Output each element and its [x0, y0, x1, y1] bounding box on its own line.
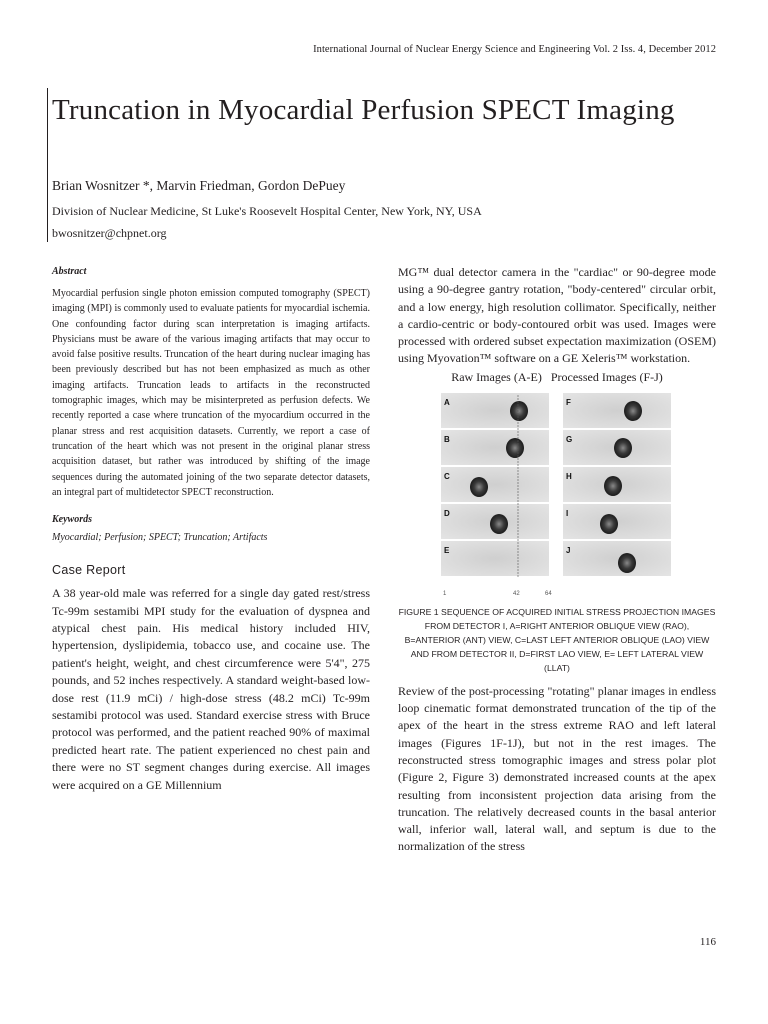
panel-letter: F [566, 397, 571, 407]
figure-1-caption: FIGURE 1 SEQUENCE OF ACQUIRED INITIAL STRESS PROJECTION IMAGES FROM DETECTOR I, A=RIGHT ANTERIOR OBLIQUE VIEW (RAO), B=ANTERIOR (ANT) VIEW, C=LAST LEFT ANTERIOR OBLIQUE (LAO) VIEW AND FROM DETECTOR II, D=FIRST LAO VIEW, E= LEFT LATERAL VIEW (LLAT) [398, 606, 716, 673]
journal-header: International Journal of Nuclear Energy Science and Engineering Vol. 2 Iss. 4, December 2012 [313, 44, 716, 55]
heart-blob [614, 438, 632, 458]
figure-label-processed: Processed Images (F-J) [550, 369, 663, 384]
left-column [52, 266, 370, 794]
abstract-heading: Abstract [52, 266, 87, 277]
right-paragraph-2: Review of the post-processing "rotating" planar images in endless loop cinematic format demonstrated truncation of the tip of the apex of the heart in the stress extreme RAO and left lateral images (Figures 1F-1J), but not in the rest images. The reconstructed stress tomographic images and stress polar plot (Figure 2, Figure 3) demonstrated increased counts at the apex resulting from inconsistent projection data arising from the truncation. The relatively decreased counts in the basal anterior wall, inferior wall, lateral wall, and septum is due to the normalization of the stress [398, 683, 716, 854]
affiliation: Division of Nuclear Medicine, St Luke's Roosevelt Hospital Center, New York, NY, USA [52, 204, 482, 218]
heart-blob [604, 476, 622, 496]
figure-label-raw: Raw Images (A-E) [451, 369, 542, 384]
axis-tick-42: 42 [513, 590, 520, 597]
heart-blob [600, 514, 618, 534]
panel-letter: A [444, 397, 450, 407]
projection-panel [441, 430, 549, 465]
authors: Brian Wosnitzer *, Marvin Friedman, Gordon DePuey [52, 178, 346, 193]
panel-letter: I [566, 508, 569, 518]
panel-letter: G [566, 434, 573, 444]
abstract-text: Myocardial perfusion single photon emission computed tomography (SPECT) imaging (MPI) is commonly used to evaluate patients for myocardial ischemia. One confounding factor during scan interpretation is imaging artifacts. Physicians must be aware of the various imaging artifacts that may occur to avoid false positive results. Truncation of the heart during nuclear imaging has been previously described but has not been emphasized as much as other imaging artifacts. Truncation leads to artifacts in the reconstructed tomographic images, which may be misinterpreted as perfusion defects. We recently reported a case where truncation of the myocardium occurred in the planar stress and rest acquisition datasets. Currently, we report a case of truncation of the heart which was not present in the original planar stress acquisition dataset, but rather was introduced by shifting of the image sequences during the automated joining of the two separate detector datasets, an integral part of multidetector SPECT reconstruction. [52, 288, 370, 498]
right-paragraph-1: MG™ dual detector camera in the "cardiac" or 90-degree mode using a 90-degree gantry rotation, "body-centered" circular orbit, and a low energy, high resolution collimator. Specifically, neither a cardio-centric or body-contoured orbit was used. Images were processed with ordered subset expectation maximization (OSEM) using Myovation™ software on a GE Xeleris™ workstation. [398, 265, 716, 366]
projection-panel [563, 393, 671, 428]
case-report-heading: Case Report [52, 563, 126, 578]
page-number: 116 [699, 936, 716, 948]
figure-1-image [441, 391, 673, 599]
heart-blob [510, 401, 528, 421]
projection-panel [563, 541, 671, 576]
projection-panel [441, 393, 549, 428]
heart-blob [618, 553, 636, 573]
heart-blob [506, 438, 524, 458]
heart-blob [490, 514, 508, 534]
title-rule [47, 88, 48, 242]
projection-panel [441, 467, 549, 502]
panel-letter: E [444, 545, 450, 555]
heart-blob [624, 401, 642, 421]
keywords-heading: Keywords [52, 514, 92, 526]
right-column [398, 264, 716, 856]
panel-letter: C [444, 471, 450, 481]
article-title: Truncation in Myocardial Perfusion SPECT Imaging [52, 94, 675, 126]
author-email: bwosnitzer@chpnet.org [52, 226, 167, 240]
panel-letter: J [566, 545, 571, 555]
figure-1 [398, 370, 716, 675]
keywords-text: Myocardial; Perfusion; SPECT; Truncation; Artifacts [52, 532, 268, 544]
heart-blob [470, 477, 488, 497]
case-report-paragraph: A 38 year-old male was referred for a single day gated rest/stress Tc-99m sestamibi MPI study for the evaluation of dyspnea and atypical chest pain. His medical history included HIV, hypertension, dyslipidemia, tobacco use, and cocaine use. The patient's height, weight, and chest circumference were 5'4", 275 pounds, and 52 inches respectively. A standard weight-based low-dose rest (11.9 mCi) / high-dose stress (48.2 mCi) Tc-99m sestamibi protocol was used. Standard exercise stress with Bruce protocol was performed, and the patient reached 90% of maximal predicted heart rate. The patient experienced no chest pain and there were no ST segment changes during exercise. All images were acquired on a GE Millennium [52, 586, 370, 792]
axis-tick-1: 1 [443, 590, 447, 597]
axis-tick-64: 64 [545, 590, 552, 597]
panel-letter: H [566, 471, 572, 481]
projection-panel [441, 541, 549, 576]
panel-letter: D [444, 508, 450, 518]
panel-letter: B [444, 434, 450, 444]
